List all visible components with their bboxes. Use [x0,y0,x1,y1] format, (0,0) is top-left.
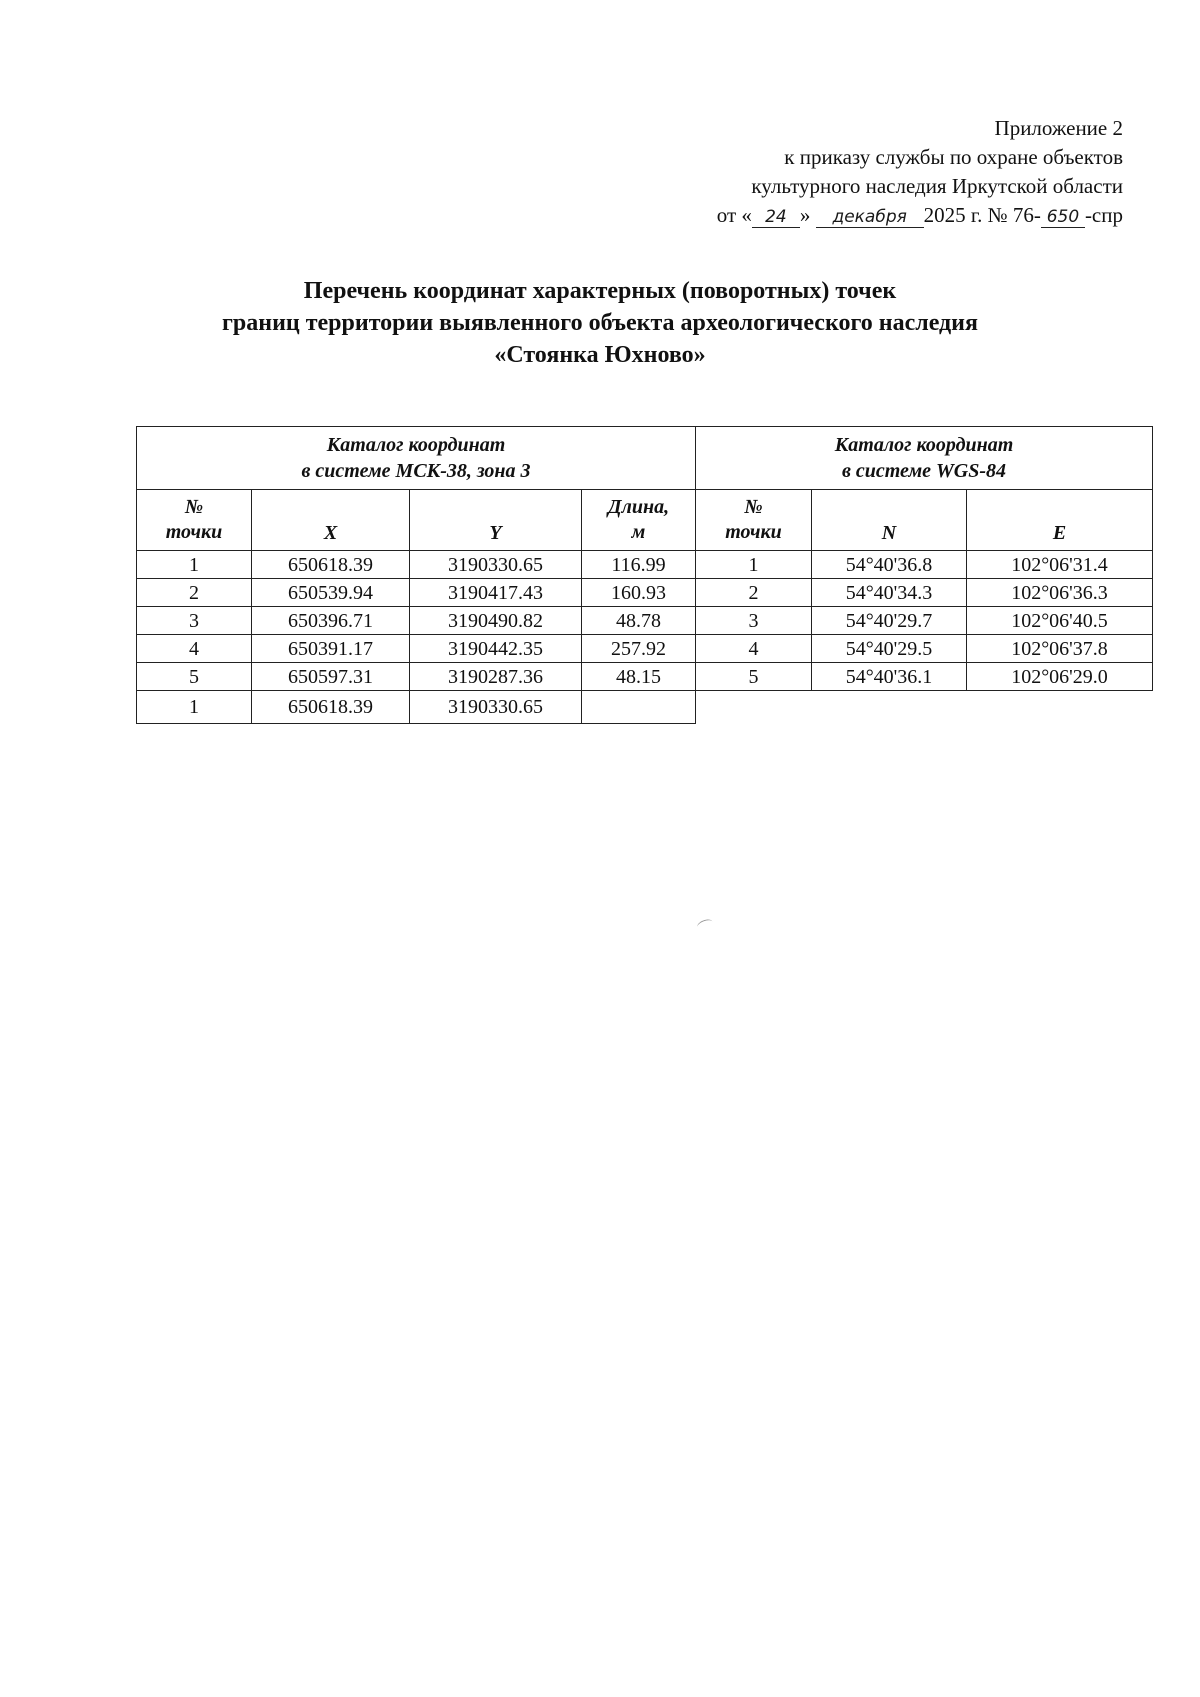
msk-header-line-2: в системе МСК-38, зона 3 [301,460,531,482]
table-row [137,607,1153,635]
msk-length-value: 160.93 [582,579,696,607]
wgs-e-value: 102°06'37.8 [967,635,1153,663]
title-line-3: «Стоянка Юхново» [494,342,706,368]
wgs-n-value: 54°40'36.1 [812,663,967,691]
order-suffix: -спр [1084,203,1123,227]
msk-length-value: 48.78 [582,607,696,635]
msk-col-length [582,490,696,551]
msk-x-value: 650539.94 [252,579,410,607]
document-title [0,275,1200,371]
appendix-title: Приложение 2 [994,116,1123,140]
date-year: 2025 г. № 76- [923,203,1041,227]
wgs-col-no-label: точки [725,521,782,543]
wgs-point-no: 2 [696,579,812,607]
wgs-header-line-2: в системе WGS-84 [841,460,1007,482]
msk-x-value: 650597.31 [252,663,410,691]
msk-col-length-label: Длина, [607,496,670,518]
msk-y-value: 3190330.65 [410,551,582,579]
title-line-2: границ территории выявленного объекта археологического наследия [222,310,978,336]
msk-length-value: 116.99 [582,551,696,579]
msk-point-no: 2 [137,579,252,607]
wgs-n-value: 54°40'29.7 [812,607,967,635]
table-row [137,635,1153,663]
msk-y-value: 3190442.35 [410,635,582,663]
wgs-point-no: 4 [696,635,812,663]
msk-catalog-header [137,427,696,490]
msk-y-value: 3190330.65 [410,691,582,724]
date-prefix: от « [716,203,752,227]
coordinates-table [136,426,1153,724]
msk-x-value: 650618.39 [252,691,410,724]
appendix-header [717,114,1123,230]
wgs-point-no: 3 [696,607,812,635]
table-row [137,691,1153,724]
msk-y-value: 3190417.43 [410,579,582,607]
msk-col-no-label: точки [165,521,223,543]
empty-cell [812,691,967,724]
msk-point-no: 1 [137,691,252,724]
wgs-n-value: 54°40'34.3 [812,579,967,607]
msk-y-value: 3190287.36 [410,663,582,691]
appendix-date-line [717,201,1123,230]
scan-mark [696,918,714,932]
wgs-e-value: 102°06'40.5 [967,607,1153,635]
msk-x-value: 650396.71 [252,607,410,635]
msk-length-value: 257.92 [582,635,696,663]
msk-point-no: 3 [137,607,252,635]
date-mid: » [799,203,811,227]
table-row [137,551,1153,579]
wgs-e-value: 102°06'31.4 [967,551,1153,579]
wgs-point-no: 5 [696,663,812,691]
table-row [137,579,1153,607]
wgs-e-value: 102°06'36.3 [967,579,1153,607]
wgs-col-e: E [967,490,1153,551]
wgs-point-no: 1 [696,551,812,579]
msk-x-value: 650391.17 [252,635,410,663]
msk-col-no-sign: № [184,496,204,518]
title-line-1: Перечень координат характерных (поворотных) точек [303,278,897,304]
msk-col-y: Y [410,490,582,551]
msk-x-value: 650618.39 [252,551,410,579]
wgs-n-value: 54°40'36.8 [812,551,967,579]
wgs-catalog-header [696,427,1153,490]
wgs-col-point-no [696,490,812,551]
msk-length-value: 48.15 [582,663,696,691]
appendix-authority: культурного наследия Иркутской области [751,174,1123,198]
handwritten-day: 24 [752,207,800,228]
empty-cell [696,691,812,724]
wgs-header-line-1: Каталог координат [834,434,1014,456]
wgs-col-no-sign: № [744,496,763,518]
msk-point-no: 4 [137,635,252,663]
msk-point-no: 5 [137,663,252,691]
msk-col-length-unit: м [631,521,646,543]
empty-cell [967,691,1153,724]
wgs-e-value: 102°06'29.0 [967,663,1153,691]
table-row [137,663,1153,691]
msk-y-value: 3190490.82 [410,607,582,635]
msk-col-point-no [137,490,252,551]
msk-point-no: 1 [137,551,252,579]
appendix-order-ref: к приказу службы по охране объектов [784,145,1123,169]
wgs-n-value: 54°40'29.5 [812,635,967,663]
msk-header-line-1: Каталог координат [326,434,506,456]
handwritten-month: декабря [816,207,924,228]
wgs-col-n: N [812,490,967,551]
msk-col-x: X [252,490,410,551]
msk-length-value [582,691,696,724]
handwritten-order-number: 650 [1041,207,1085,228]
